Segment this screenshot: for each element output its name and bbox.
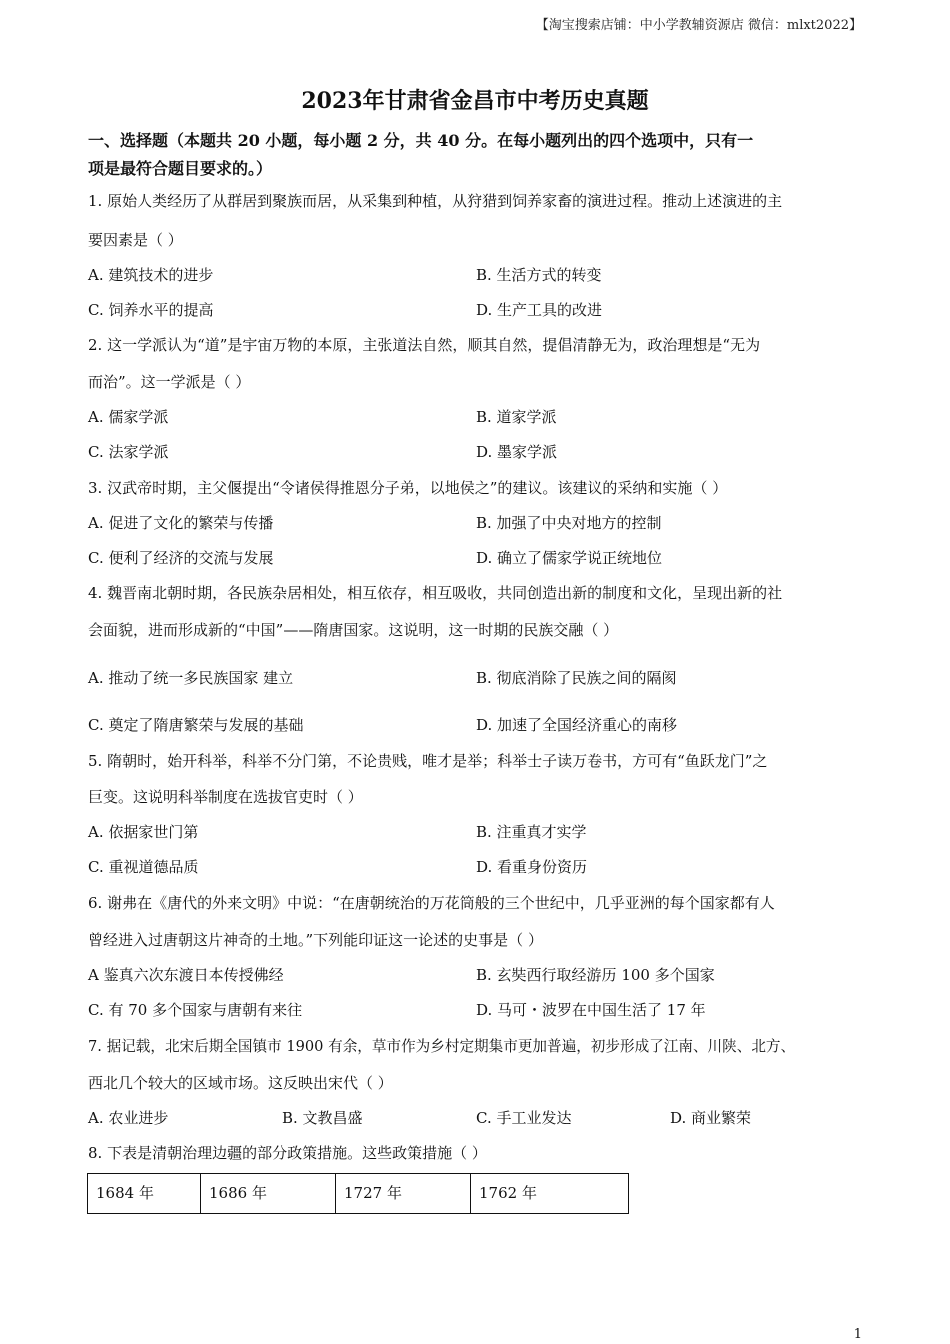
question-8-stem-line-1: 8. 下表是清朝治理边疆的部分政策措施。这些政策措施（ ） [88, 1144, 487, 1162]
question-3-option-c: C. 便利了经济的交流与发展 [88, 549, 274, 567]
question-2-option-c: C. 法家学派 [88, 443, 169, 461]
question-7-option-a: A. 农业进步 [88, 1109, 169, 1127]
question-6-stem-line-2: 曾经进入过唐朝这片神奇的土地。”下列能印证这一论述的史事是（ ） [88, 931, 543, 949]
policy-table [87, 1173, 629, 1214]
question-5-option-b: B. 注重真才实学 [476, 823, 587, 841]
question-7-option-d: D. 商业繁荣 [670, 1109, 752, 1127]
page-number: 1 [853, 1327, 862, 1342]
question-3-option-b: B. 加强了中央对地方的控制 [476, 514, 662, 532]
question-3-option-a: A. 促进了文化的繁荣与传播 [88, 514, 274, 532]
question-3-stem-line-1: 3. 汉武帝时期，主父偃提出“令诸侯得推恩分子弟，以地侯之”的建议。该建议的采纳和实施（ ） [88, 479, 728, 497]
question-7-option-c: C. 手工业发达 [476, 1109, 572, 1127]
question-1-option-c: C. 饲养水平的提高 [88, 301, 214, 319]
question-5-option-a: A. 依据家世门第 [88, 823, 199, 841]
table-row [88, 1174, 629, 1214]
question-6-option-d: D. 马可・波罗在中国生活了 17 年 [476, 1001, 706, 1019]
header-note: 【淘宝搜索店铺：中小学教辅资源店 微信：mlxt2022】 [535, 18, 862, 33]
question-7-option-b: B. 文教昌盛 [282, 1109, 363, 1127]
question-6-option-b: B. 玄奘西行取经游历 100 多个国家 [476, 966, 715, 984]
question-7-stem-line-2: 西北几个较大的区域市场。这反映出宋代（ ） [88, 1074, 393, 1092]
table-cell-year: 1762 年 [471, 1174, 629, 1214]
question-7-stem-line-1: 7. 据记载，北宋后期全国镇市 1900 有余，草市作为乡村定期集市更加普遍，初步形成了江南、川陕、北方、 [88, 1038, 796, 1055]
question-4-stem-line-1: 4. 魏晋南北朝时期，各民族杂居相处，相互依存，相互吸收，共同创造出新的制度和文化，呈现出新的社 [88, 584, 783, 602]
question-5-stem-line-1: 5. 隋朝时，始开科举，科举不分门第，不论贵贱，唯才是举；科举士子读万卷书，方可有“鱼跃龙门”之 [88, 752, 768, 770]
page-title: 2023年甘肃省金昌市中考历史真题 [301, 88, 649, 114]
question-5-option-c: C. 重视道德品质 [88, 858, 199, 876]
table-cell-year: 1684 年 [88, 1174, 201, 1214]
question-6-option-c: C. 有 70 多个国家与唐朝有来往 [88, 1001, 303, 1019]
question-2-stem-line-2: 而治”。这一学派是（ ） [88, 373, 251, 391]
question-1-stem-line-2: 要因素是（ ） [88, 231, 183, 249]
question-4-option-a: A. 推动了统一多民族国家 建立 [88, 669, 294, 687]
question-4-stem-line-2: 会面貌，进而形成新的“中国”——隋唐国家。这说明，这一时期的民族交融（ ） [88, 621, 619, 639]
question-2-option-b: B. 道家学派 [476, 408, 557, 426]
question-2-option-d: D. 墨家学派 [476, 443, 558, 461]
question-5-stem-line-2: 巨变。这说明科举制度在选拔官吏时（ ） [88, 788, 363, 806]
section-heading-line-1: 一、选择题（本题共 20 小题，每小题 2 分，共 40 分。在每小题列出的四个选项中，只有一 [88, 131, 754, 150]
question-4-option-c: C. 奠定了隋唐繁荣与发展的基础 [88, 716, 304, 734]
question-4-option-b: B. 彻底消除了民族之间的隔阂 [476, 669, 677, 687]
question-3-option-d: D. 确立了儒家学说正统地位 [476, 549, 663, 567]
question-5-option-d: D. 看重身份资历 [476, 858, 588, 876]
question-6-option-a: A 鉴真六次东渡日本传授佛经 [88, 966, 284, 984]
section-heading-line-2: 项是最符合题目要求的。） [88, 159, 273, 178]
question-4-option-d: D. 加速了全国经济重心的南移 [476, 716, 678, 734]
question-6-stem-line-1: 6. 谢弗在《唐代的外来文明》中说：“在唐朝统治的万花筒般的三个世纪中，几乎亚洲的每个国家都有人 [88, 894, 775, 912]
question-2-option-a: A. 儒家学派 [88, 408, 169, 426]
question-1-stem-line-1: 1. 原始人类经历了从群居到聚族而居，从采集到种植，从狩猎到饲养家畜的演进过程。推动上述演进的主 [88, 192, 783, 210]
question-1-option-d: D. 生产工具的改进 [476, 301, 603, 319]
table-cell-year: 1686 年 [201, 1174, 336, 1214]
question-1-option-b: B. 生活方式的转变 [476, 266, 602, 284]
question-1-option-a: A. 建筑技术的进步 [88, 266, 214, 284]
question-2-stem-line-1: 2. 这一学派认为“道”是宇宙万物的本原，主张道法自然，顺其自然，提倡清静无为，政治理想是“无为 [88, 336, 761, 354]
table-cell-year: 1727 年 [336, 1174, 471, 1214]
